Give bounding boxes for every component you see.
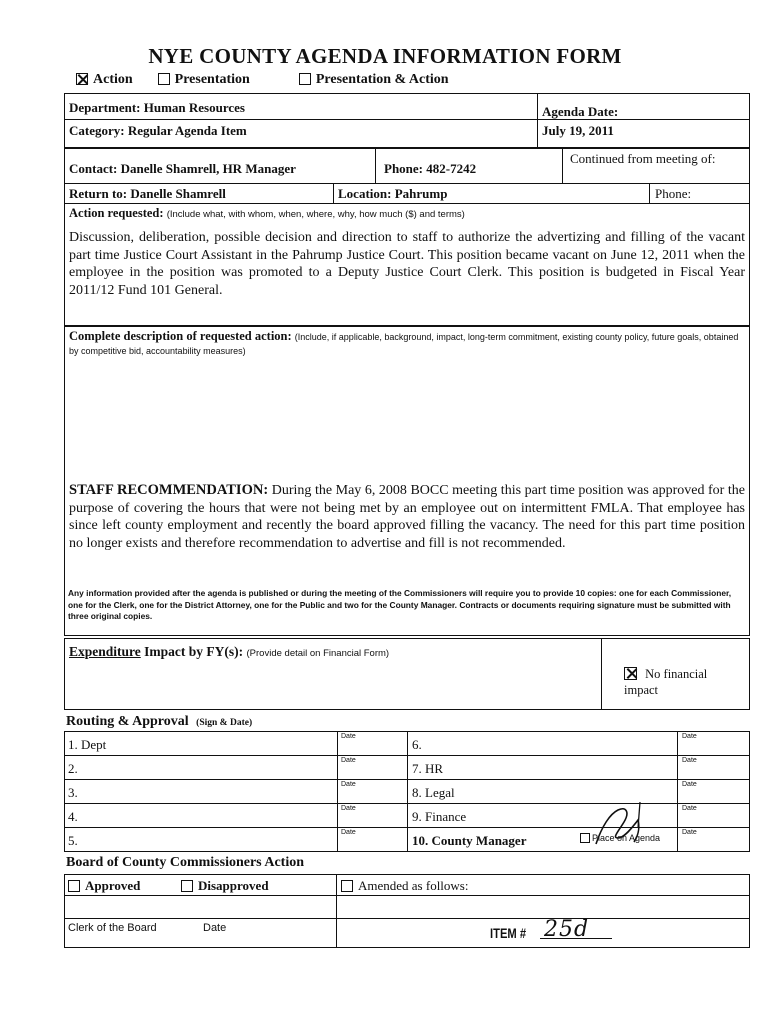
expenditure-label-underlined: Expenditure bbox=[69, 644, 141, 659]
agenda-date-value: July 19, 2011 bbox=[542, 123, 614, 138]
presentation-action-label: Presentation & Action bbox=[315, 72, 449, 87]
board-title: Board of County Commissioners Action bbox=[66, 855, 305, 870]
date-label: Date bbox=[682, 733, 697, 740]
approved-label: Approved bbox=[85, 878, 141, 893]
disapproved-label: Disapproved bbox=[198, 878, 269, 893]
routing-hint: (Sign & Date) bbox=[196, 718, 253, 728]
routing-left-2: 2. bbox=[68, 761, 78, 776]
approved-checkbox[interactable] bbox=[68, 880, 80, 892]
staff-recommendation-label: STAFF RECOMMENDATION: bbox=[69, 482, 269, 498]
manager-signature bbox=[588, 798, 668, 850]
routing-right-10: 10. County Manager bbox=[412, 833, 527, 848]
clerk-of-board-label: Clerk of the Board bbox=[68, 922, 157, 934]
date-label: Date bbox=[341, 733, 356, 740]
date-label: Date bbox=[682, 805, 697, 812]
category-field: Category: Regular Agenda Item bbox=[69, 123, 247, 138]
action-requested-heading bbox=[69, 206, 465, 221]
phone-field: Phone: 482-7242 bbox=[384, 161, 477, 176]
copies-notice: Any information provided after the agenda is published or during the meeting of the Commissioners will require you to provide 10 copies: one for each Commissioner, one for the Clerk, one for the District Attorney, one for the Public and two for the County Manager. Contracts or documents requiring signature must be submitted with three original copies. bbox=[68, 588, 732, 621]
expenditure-label-rest: Impact by FY(s): bbox=[140, 644, 244, 659]
no-impact-checkbox[interactable] bbox=[624, 667, 637, 680]
routing-right-6: 6. bbox=[412, 737, 422, 752]
date-label: Date bbox=[682, 829, 697, 836]
continued-from-label: Continued from meeting of: bbox=[570, 151, 716, 166]
date-label: Date bbox=[341, 781, 356, 788]
presentation-checkbox[interactable] bbox=[158, 73, 170, 85]
complete-description-heading bbox=[69, 330, 747, 358]
agenda-date-label: Agenda Date: bbox=[542, 104, 619, 119]
date-label: Date bbox=[341, 829, 356, 836]
routing-heading bbox=[66, 714, 252, 730]
item-number-label: ITEM # bbox=[490, 925, 527, 941]
complete-description-hint: (Include, if applicable, background, impact, long-term commitment, existing county policy, future goals, obtained by competitive bid, accountability measures) bbox=[69, 332, 739, 356]
department-field: Department: Human Resources bbox=[69, 100, 245, 115]
routing-right-9: 9. Finance bbox=[412, 809, 467, 824]
complete-description-label: Complete description of requested action: bbox=[69, 329, 292, 343]
contact-field: Contact: Danelle Shamrell, HR Manager bbox=[69, 161, 296, 176]
amended-option bbox=[341, 878, 468, 894]
staff-recommendation-text: During the May 6, 2008 BOCC meeting this part time position was approved for the purpose of covering the hours that were not being met by an employee out on intermittent FMLA. That employee has since left county employment and recently the board approved filling the vacancy. The need for this part time position no longer exists and therefore recommendation to advertise and fill is not recommended. bbox=[69, 483, 745, 551]
routing-right-8: 8. Legal bbox=[412, 785, 455, 800]
form-title: NYE COUNTY AGENDA INFORMATION FORM bbox=[148, 44, 622, 68]
date-label: Date bbox=[682, 781, 697, 788]
amended-checkbox[interactable] bbox=[341, 880, 353, 892]
disapproved-checkbox[interactable] bbox=[181, 880, 193, 892]
no-impact-label: No financial impact bbox=[624, 667, 708, 697]
presentation-action-checkbox[interactable] bbox=[299, 73, 311, 85]
action-requested-hint: (Include what, with whom, when, where, why, how much ($) and terms) bbox=[166, 209, 465, 220]
expenditure-hint: (Provide detail on Financial Form) bbox=[246, 648, 390, 659]
approved-option bbox=[68, 878, 140, 894]
expenditure-heading bbox=[69, 644, 389, 660]
action-label: Action bbox=[93, 72, 133, 87]
date-label: Date bbox=[682, 757, 697, 764]
presentation-label: Presentation bbox=[174, 72, 250, 87]
routing-left-5: 5. bbox=[68, 833, 78, 848]
routing-right-7: 7. HR bbox=[412, 761, 444, 776]
no-financial-impact bbox=[624, 666, 734, 698]
staff-recommendation bbox=[69, 482, 745, 552]
routing-left-4: 4. bbox=[68, 809, 78, 824]
action-requested-text: Discussion, deliberation, possible decision and direction to staff to authorize the advertizing and filling of the vacant part time Justice Court Assistant in the Pahrump Justice Court. This position became vacant on June 12, 2011 when the employee in the position was promoted to a Deputy Justice Court Clerk. This position is budgeted in Fiscal Year 2011/12 Fund 101 General. bbox=[69, 230, 745, 298]
routing-title: Routing & Approval bbox=[66, 714, 189, 729]
form-type-options bbox=[76, 72, 449, 88]
routing-left-3: 3. bbox=[68, 785, 78, 800]
routing-left-1: 1. Dept bbox=[68, 737, 107, 752]
date-label: Date bbox=[341, 805, 356, 812]
action-checkbox[interactable] bbox=[76, 73, 88, 85]
date-label: Date bbox=[341, 757, 356, 764]
disapproved-option bbox=[181, 878, 269, 894]
phone2-label: Phone: bbox=[655, 186, 692, 201]
amended-label: Amended as follows: bbox=[358, 878, 469, 893]
location-field: Location: Pahrump bbox=[338, 186, 448, 201]
item-number-value: 25d bbox=[544, 917, 590, 942]
action-requested-label: Action requested: bbox=[69, 206, 164, 220]
clerk-date-label: Date bbox=[203, 922, 227, 934]
return-to-field: Return to: Danelle Shamrell bbox=[69, 186, 226, 201]
place-on-agenda-label: Place on Agenda bbox=[592, 833, 661, 843]
